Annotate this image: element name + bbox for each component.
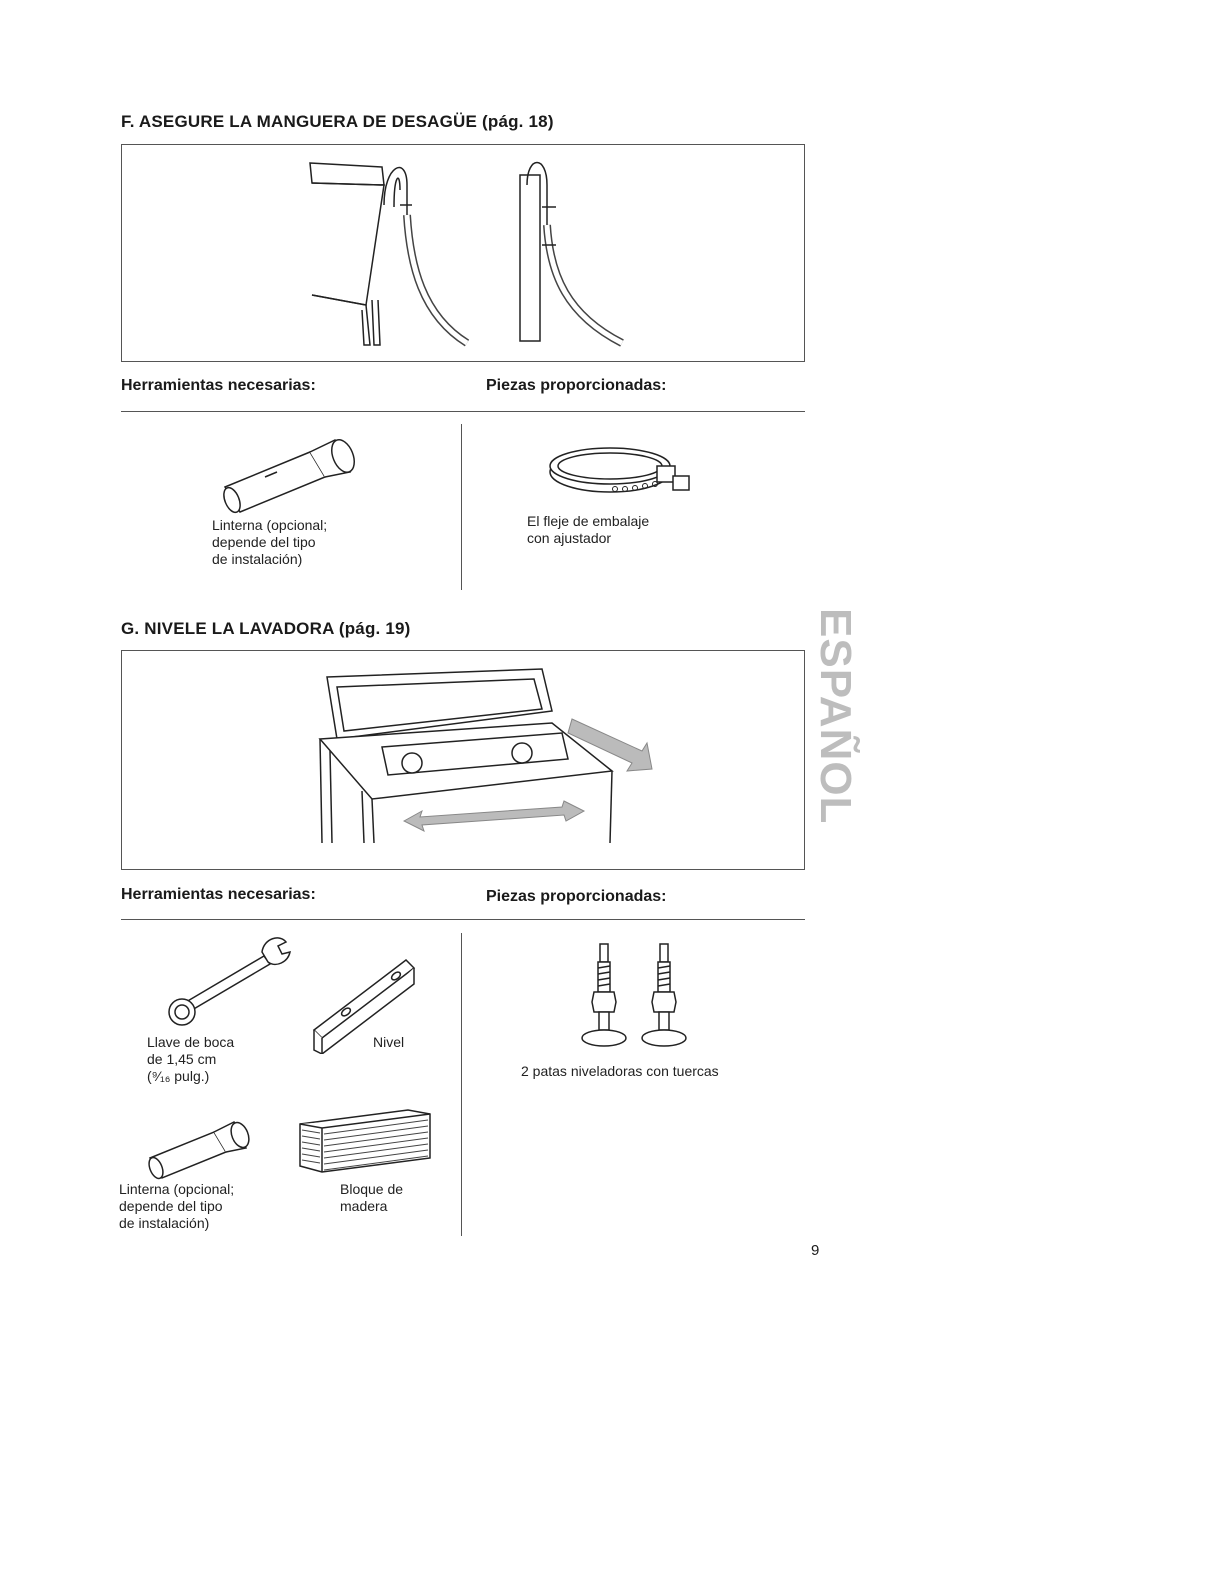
divider: [121, 411, 805, 412]
tool-caption-flashlight: [119, 1181, 234, 1232]
page-number: 9: [811, 1242, 820, 1259]
caption-line: (⁹⁄₁₆ pulg.): [147, 1068, 210, 1084]
drain-hose-illustration: [122, 145, 804, 361]
caption-line: de instalación): [212, 551, 303, 567]
part-caption-leveling-legs: [521, 1063, 719, 1080]
caption-line: madera: [340, 1198, 388, 1214]
caption-line: Linterna (opcional;: [212, 517, 328, 533]
divider: [461, 424, 462, 590]
level-icon: [310, 954, 422, 1054]
washer-illustration-frame: [121, 650, 805, 870]
caption-line: con ajustador: [527, 530, 612, 546]
caption-line: de 1,45 cm: [147, 1051, 217, 1067]
section-g-tools-header: Herramientas necesarias:: [121, 886, 316, 903]
tool-caption-flashlight: [212, 517, 327, 568]
tool-caption-wood-block: [340, 1181, 403, 1215]
flashlight-icon: [142, 1116, 254, 1180]
tool-caption-level: [373, 1034, 404, 1051]
caption-line: 2 patas niveladoras con tuercas: [521, 1063, 719, 1079]
language-side-tab: ESPAÑOL: [811, 608, 860, 825]
caption-line: Linterna (opcional;: [119, 1181, 235, 1197]
caption-line: depende del tipo: [212, 534, 316, 550]
flashlight-icon: [215, 432, 360, 514]
section-f-parts-header: Piezas proporcionadas:: [486, 377, 667, 394]
caption-line: de instalación): [119, 1215, 210, 1231]
tool-caption-wrench: [147, 1034, 234, 1085]
section-g-title: G. NIVELE LA LAVADORA (pág. 19): [121, 619, 411, 638]
caption-line: Nivel: [373, 1034, 405, 1050]
wood-block-icon: [298, 1108, 434, 1176]
part-caption-strap: [527, 513, 649, 547]
drain-hose-illustration-frame: [121, 144, 805, 362]
caption-line: Llave de boca: [147, 1034, 235, 1050]
section-f-title: F. ASEGURE LA MANGUERA DE DESAGÜE (pág. 18): [121, 112, 554, 131]
divider: [461, 933, 462, 1236]
divider: [121, 919, 805, 920]
caption-line: Bloque de: [340, 1181, 404, 1197]
wrench-icon: [164, 932, 294, 1028]
section-g-parts-header: Piezas proporcionadas:: [486, 888, 667, 905]
washer-leveling-illustration: [122, 651, 804, 869]
section-f-tools-header: Herramientas necesarias:: [121, 377, 316, 394]
strap-clamp-icon: [545, 444, 700, 510]
caption-line: El fleje de embalaje: [527, 513, 650, 529]
caption-line: depende del tipo: [119, 1198, 223, 1214]
leveling-legs-icon: [570, 940, 700, 1056]
